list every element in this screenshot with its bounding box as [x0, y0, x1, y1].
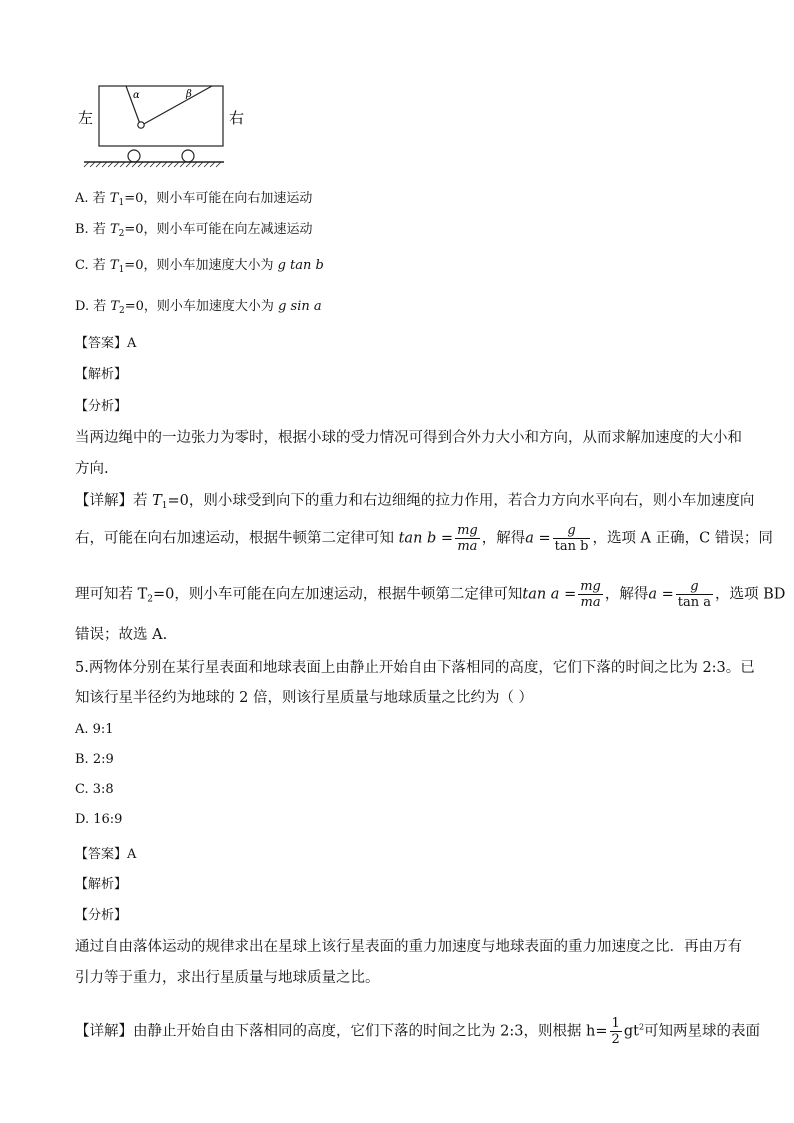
q4-option-a: A. 若 $T_1=0$，则小车可能在向右加速运动	[75, 191, 313, 208]
q4-detail-line4: 错误；故选 A.	[75, 627, 168, 643]
q5-fenxi-line1: 通过自由落体运动的规律求出在星球上该行星表面的重力加速度与地球表面的重力加速度之比．再由万有	[75, 939, 742, 955]
q4-fenxi-heading: 【分析】	[75, 399, 128, 414]
cart-box	[99, 86, 223, 146]
right-wheel	[182, 150, 194, 162]
q5-fenxi-line2: 引力等于重力，求出行星质量与地球质量之比。	[75, 970, 380, 986]
q4-option-d: D. 若 $T_2=0$，则小车加速度大小为 g sin a	[75, 299, 322, 316]
left-label: 左	[78, 109, 94, 127]
q5-analysis-heading: 【解析】	[75, 877, 128, 892]
beta-label: β	[186, 89, 192, 100]
q5-stem-line2: 知该行星半径约为地球的 2 倍，则该行星质量与地球质量之比约为（ ）	[75, 690, 534, 706]
q4-detail-line1: 【详解】若 $T_1=0$，则小球受到向下的重力和右边细绳的拉力作用，若合力方向水平向右，则小车加速度向	[75, 493, 755, 511]
q5-option-a: A. 9:1	[75, 722, 114, 737]
cart-pendulum-diagram	[74, 80, 254, 170]
q4-option-c: C. 若 $T_1=0$，则小车加速度大小为 g tan b	[75, 258, 324, 275]
q4-answer: 【答案】A	[75, 336, 137, 351]
left-wheel	[128, 150, 140, 162]
q4-detail-line2: 右，可能在向右加速运动，根据牛顿第二定律可知 tan b = $\frac{mg}{ma}$ ，解得a = $\frac{g}{\text{tan b}}$ ，选项 A 正确，C 错误；同	[75, 523, 773, 554]
q5-option-b: B. 2:9	[75, 752, 114, 767]
q5-detail-line1: 【详解】由静止开始自由下落相同的高度，它们下落的时间之比为 2:3，则根据 h= $\frac{1}{2}$ $gt^2$可知两星球的表面	[75, 1016, 761, 1047]
alpha-label: α	[133, 90, 140, 101]
q5-fenxi-heading: 【分析】	[75, 908, 128, 923]
right-rope	[142, 86, 212, 125]
q4-analysis-heading: 【解析】	[75, 367, 128, 382]
q5-option-c: C. 3:8	[75, 782, 114, 797]
q5-option-d: D. 16:9	[75, 812, 123, 827]
q4-option-b: B. 若 $T_2=0$，则小车可能在向左减速运动	[75, 222, 313, 239]
ball	[138, 122, 144, 128]
q5-answer: 【答案】A	[75, 847, 137, 862]
q4-detail-line3: 理可知若 $T_2=0$，则小车可能在向左加速运动，根据牛顿第二定律可知tan a = $\frac{mg}{ma}$ ，解得a = $\frac{g}{\text{tan a}}$ ，选项 BD	[75, 579, 786, 610]
q5-stem-line1: 5.两物体分别在某行星表面和地球表面上由静止开始自由下落相同的高度，它们下落的时间之比为 2:3。已	[75, 660, 755, 676]
q4-fenxi-line2: 方向.	[75, 461, 109, 477]
right-label: 右	[229, 109, 245, 127]
q4-fenxi-line1: 当两边绳中的一边张力为零时，根据小球的受力情况可得到合外力大小和方向，从而求解加速度的大小和	[75, 430, 742, 446]
